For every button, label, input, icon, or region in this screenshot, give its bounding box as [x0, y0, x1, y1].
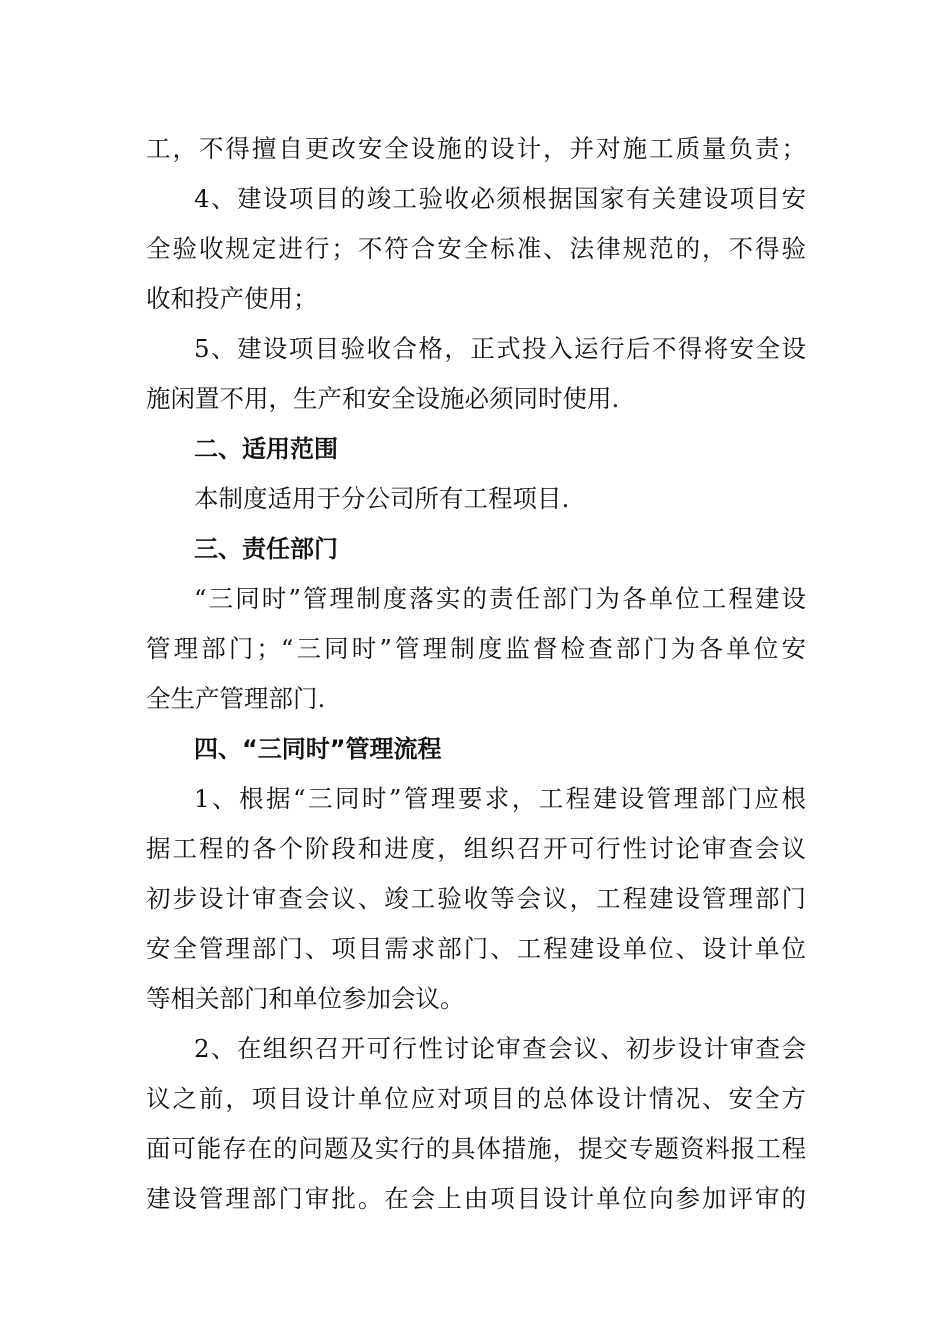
section-heading: 三、责任部门	[194, 535, 338, 563]
body-line: 全验收规定进行；不符合安全标准、法律规范的，不得验	[146, 234, 806, 263]
section-heading: 二、适用范围	[194, 435, 338, 463]
body-line: 等相关部门和单位参加会议。	[146, 984, 465, 1013]
body-line: 2、在组织召开可行性讨论审查会议、初步设计审查会	[194, 1034, 806, 1063]
body-line: 面可能存在的问题及实行的具体措施，提交专题资料报工程	[146, 1134, 806, 1163]
body-line: 安全管理部门、项目需求部门、工程建设单位、设计单位	[146, 934, 806, 963]
body-line: 本制度适用于分公司所有工程项目.	[194, 484, 570, 513]
body-line: 5、建设项目验收合格，正式投入运行后不得将安全设	[194, 334, 806, 363]
section-heading: 四、“三同时”管理流程	[194, 735, 442, 763]
body-line: 管理部门；“三同时”管理制度监督检查部门为各单位安	[146, 634, 806, 663]
body-line: 工，不得擅自更改安全设施的设计，并对施工质量负责；	[146, 134, 806, 163]
body-line: 全生产管理部门.	[146, 684, 326, 713]
body-line: 议之前，项目设计单位应对项目的总体设计情况、安全方	[146, 1084, 806, 1113]
body-line: 4、建设项目的竣工验收必须根据国家有关建设项目安	[194, 184, 806, 213]
body-line: 收和投产使用；	[146, 284, 318, 313]
body-line: 施闲置不用，生产和安全设施必须同时使用.	[146, 384, 620, 413]
body-line: “三同时”管理制度落实的责任部门为各单位工程建设	[194, 584, 806, 613]
body-line: 1、根据“三同时”管理要求，工程建设管理部门应根	[194, 784, 806, 813]
body-line: 建设管理部门审批。在会上由项目设计单位向参加评审的	[146, 1184, 806, 1213]
body-line: 初步设计审查会议、竣工验收等会议，工程建设管理部门	[146, 884, 806, 913]
body-line: 据工程的各个阶段和进度，组织召开可行性讨论审查会议	[146, 834, 806, 863]
